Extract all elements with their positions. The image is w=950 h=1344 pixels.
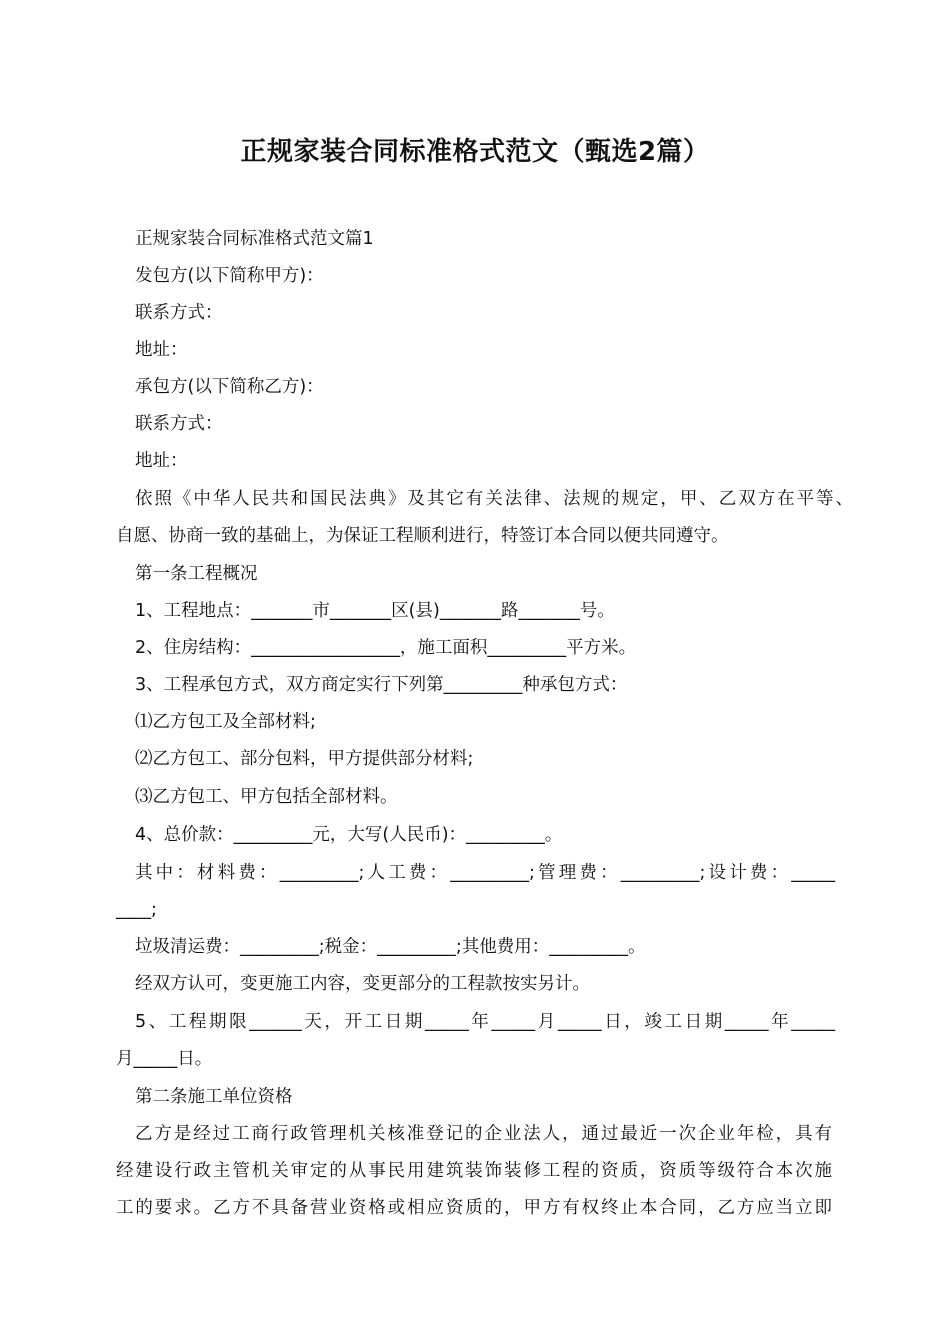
article-2-line-3: 工的要求。乙方不具备营业资格或相应资质的，甲方有权终止本合同，乙方应当立即: [116, 1198, 832, 1218]
party-b-address: 地址：: [135, 451, 188, 471]
party-b-label: 承包方(以下简称乙方)：: [135, 377, 324, 397]
article-2-line-1: 乙方是经过工商行政管理机关核准登记的企业法人，通过最近一次企业年检，具有: [135, 1124, 832, 1144]
clause-duration-line-2: 月_____日。: [116, 1049, 213, 1069]
clause-house-structure: 2、住房结构：_________________，施工面积_________平方米。: [135, 638, 637, 658]
party-a-label: 发包方(以下简称甲方)：: [135, 266, 324, 286]
clause-contract-mode: 3、工程承包方式，双方商定实行下列第_________种承包方式：: [135, 675, 628, 695]
clause-site-location: 1、工程地点：_______市_______区(县)_______路_______号。: [135, 601, 615, 621]
cost-breakdown-line-2: ____;: [116, 900, 157, 920]
article-2-line-2: 经建设行政主管机关审定的从事民用建筑装饰装修工程的资质，资质等级符合本次施: [116, 1161, 832, 1181]
option-3: ⑶乙方包工、甲方包括全部材料。: [135, 787, 398, 807]
clause-duration-line-1: 5、工程期限______天，开工日期_____年_____月_____日，竣工日期_____年_____: [135, 1012, 835, 1032]
option-1: ⑴乙方包工及全部材料;: [135, 712, 316, 732]
cost-breakdown-line-1: 其中：材料费：_________;人工费：_________;管理费：_________;设计费：_____: [135, 863, 835, 883]
article-1-heading: 第一条工程概况: [135, 564, 258, 584]
party-b-contact: 联系方式：: [135, 414, 223, 434]
preamble-line-2: 自愿、协商一致的基础上，为保证工程顺利进行，特签订本合同以便共同遵守。: [116, 526, 729, 546]
article-2-heading: 第二条施工单位资格: [135, 1087, 293, 1107]
preamble-line-1: 依照《中华人民共和国民法典》及其它有关法律、法规的规定，甲、乙双方在平等、: [135, 489, 853, 509]
cost-breakdown-line-3: 垃圾清运费：_________;税金：_________;其他费用：_________。: [135, 937, 646, 957]
option-2: ⑵乙方包工、部分包料，甲方提供部分材料;: [135, 749, 474, 769]
party-a-address: 地址：: [135, 340, 188, 360]
section-heading: 正规家装合同标准格式范文篇1: [135, 229, 374, 249]
clause-total-price: 4、总价款：_________元，大写(人民币)：_________。: [135, 825, 563, 845]
party-a-contact: 联系方式：: [135, 303, 223, 323]
document-title: 正规家装合同标准格式范文（甄选2篇）: [240, 137, 710, 167]
change-note: 经双方认可，变更施工内容，变更部分的工程款按实另计。: [135, 974, 590, 994]
